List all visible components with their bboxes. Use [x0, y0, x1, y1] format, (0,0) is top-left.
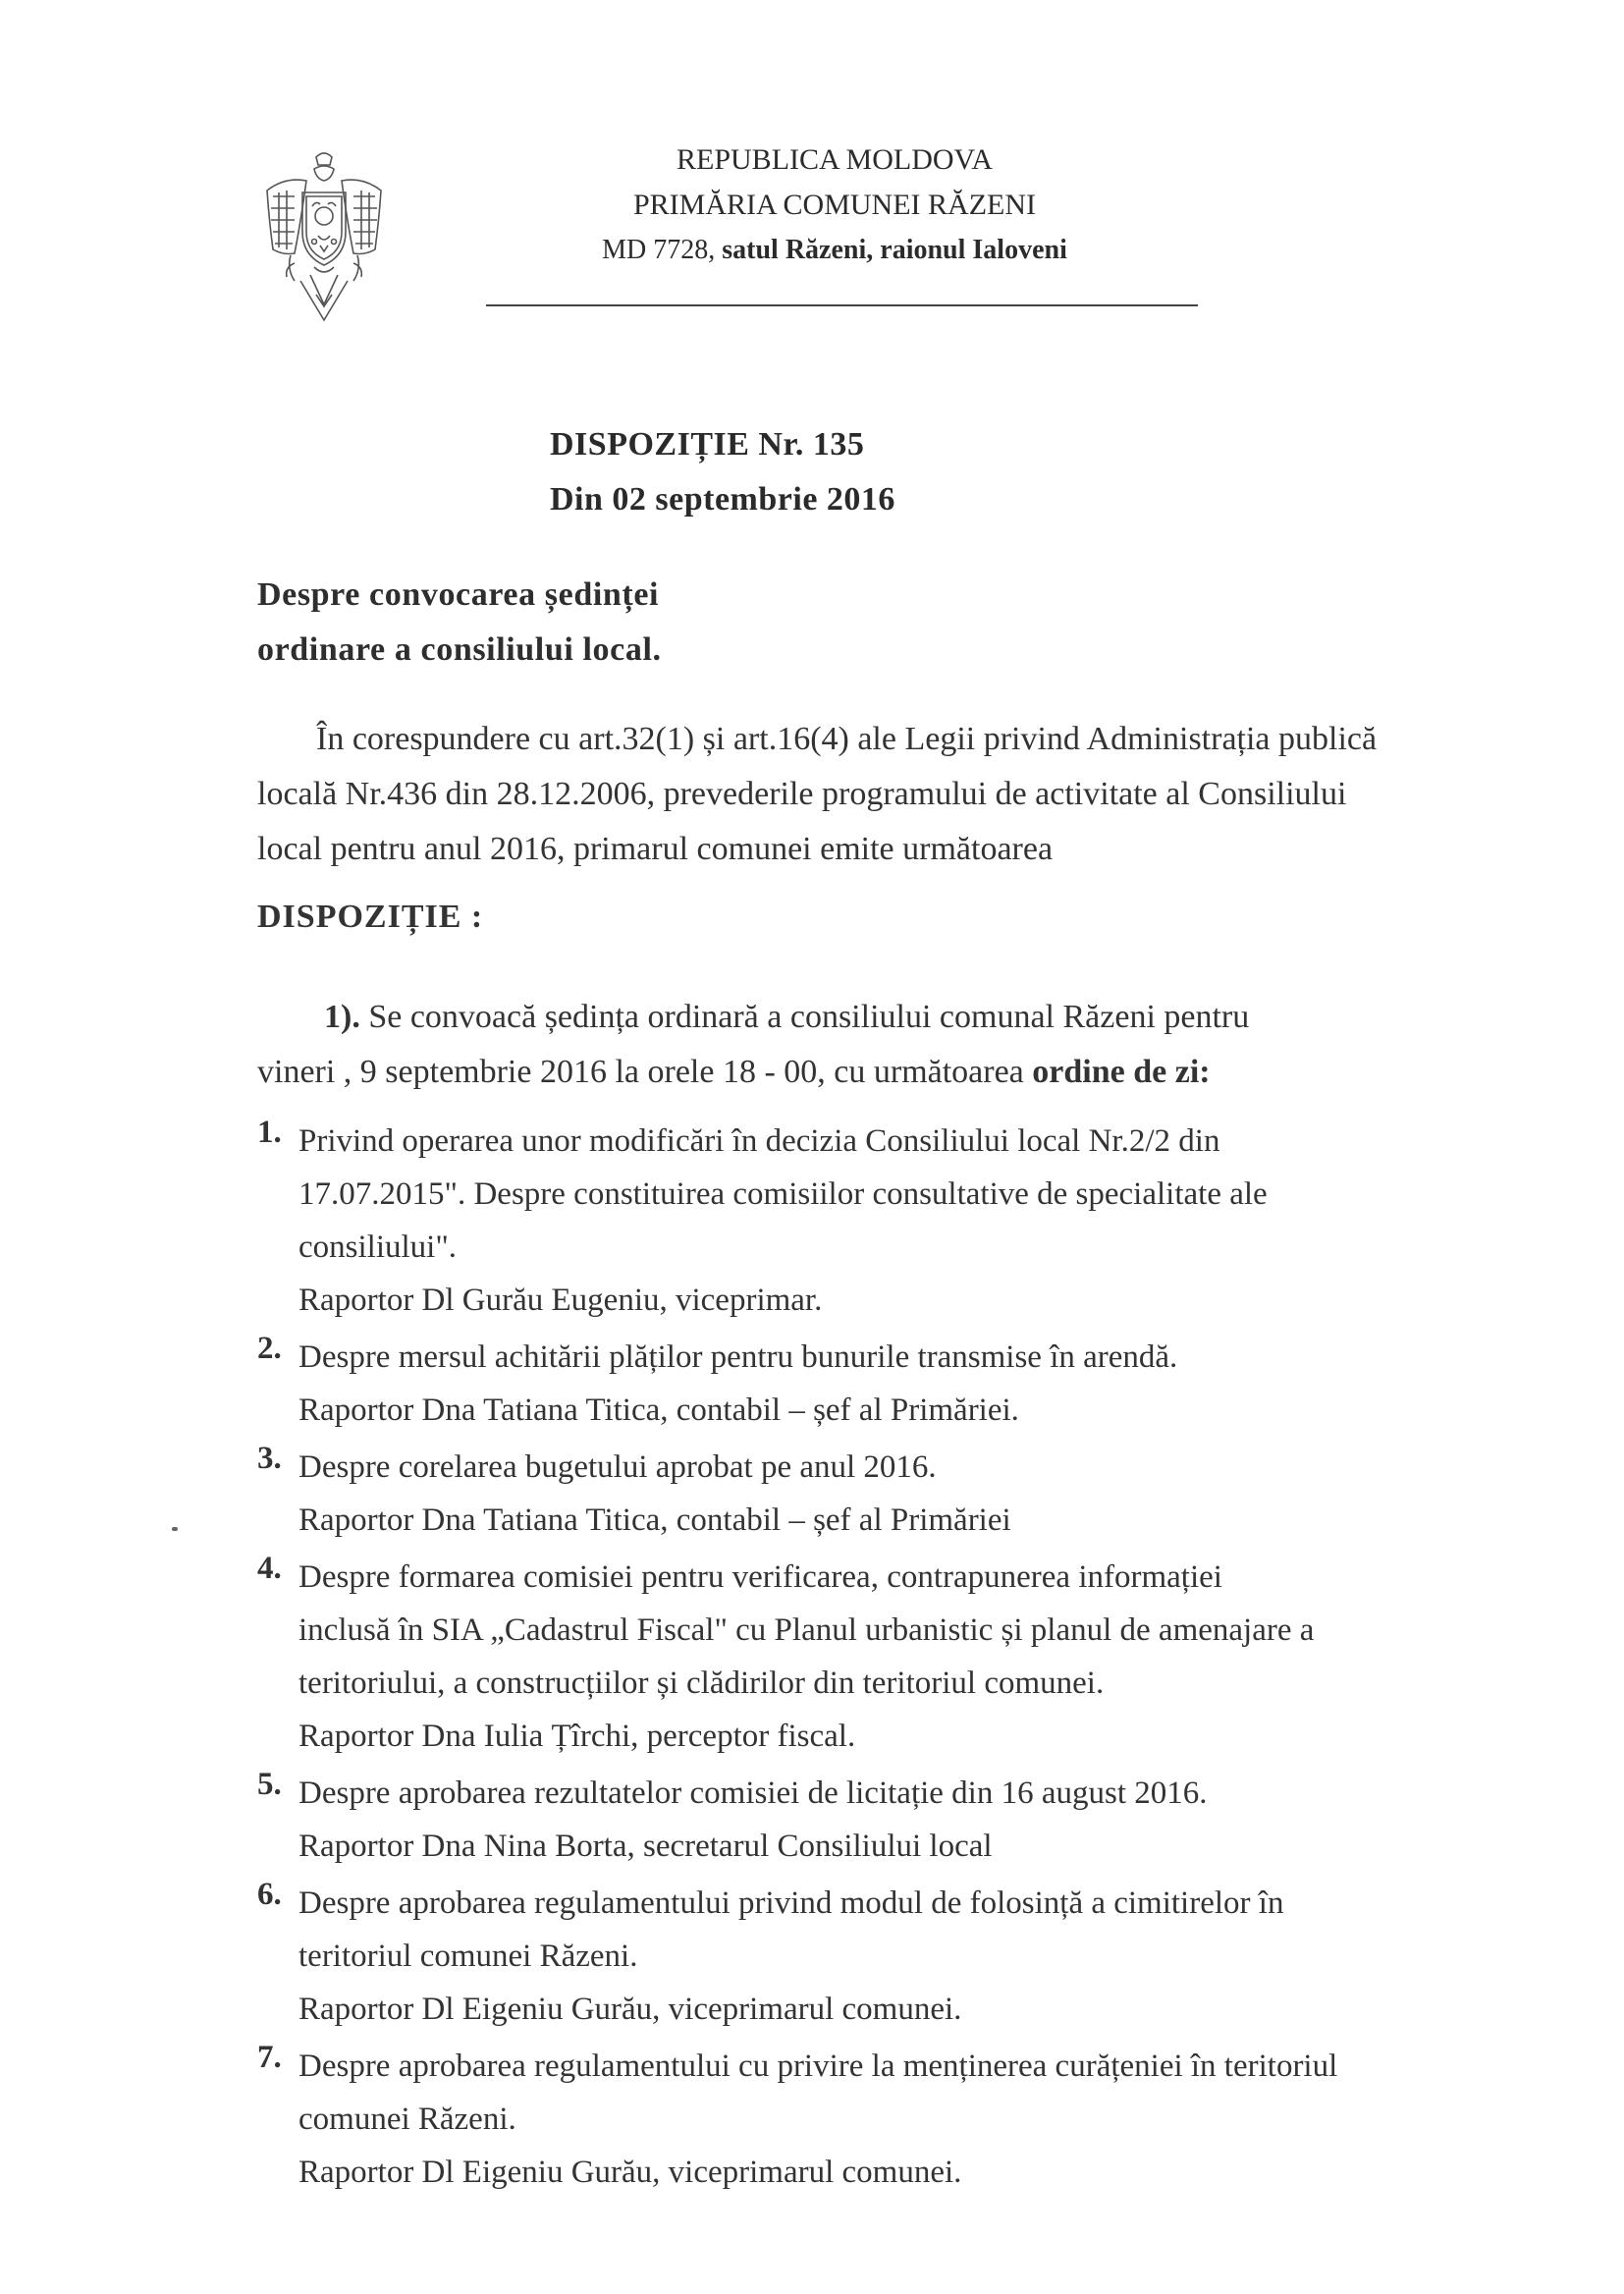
agenda-item-text: Despre aprobarea rezultatelor comisiei de licitație din 16 august 2016.: [298, 1775, 1208, 1811]
agenda-item: [257, 2040, 1337, 2199]
address-text: satul Răzeni, raionul Ialoveni: [715, 235, 1067, 265]
agenda-item-number: 3.: [257, 1441, 282, 1476]
agenda-label: ordine de zi:: [1032, 1054, 1211, 1090]
intro-paragraph: [257, 712, 1543, 877]
agenda-item-number: 7.: [257, 2040, 282, 2075]
agenda-item-rapporteur: Raportor Dna Tatiana Titica, contabil – șef al Primăriei: [298, 1502, 1011, 1538]
agenda-item-number: 5.: [257, 1767, 282, 1802]
header-divider: [486, 304, 1198, 306]
agenda-item-text: consiliului".: [298, 1229, 458, 1265]
institution-address: [481, 228, 1188, 273]
agenda-item-number: 4.: [257, 1551, 282, 1586]
intro-line-1: În corespundere cu art.32(1) și art.16(4) ale Legii privind Administrația publică: [316, 721, 1378, 757]
agenda-item-rapporteur: Raportor Dna Tatiana Titica, contabil – șef al Primăriei.: [298, 1393, 1019, 1428]
agenda-item: [257, 1551, 1314, 1763]
point-1-line-2: vineri , 9 septembrie 2016 la orele 18 - 00, cu următoarea: [257, 1054, 1033, 1090]
country-name: REPUBLICA MOLDOVA: [677, 143, 993, 176]
agenda-item: [257, 1877, 1283, 2036]
agenda-item: [257, 1767, 1208, 1873]
intro-line-2: locală Nr.436 din 28.12.2006, prevederile programului de activitate al Consiliului: [257, 776, 1347, 812]
agenda-item-number: 2.: [257, 1331, 282, 1366]
agenda-item: [257, 1331, 1177, 1437]
agenda-item-text: teritoriului, a construcțiilor și clădirilor din teritoriul comunei.: [298, 1666, 1105, 1701]
agenda-item-rapporteur: Raportor Dna Nina Borta, secretarul Consiliului local: [298, 1829, 993, 1864]
document-title: [550, 417, 895, 527]
agenda-item-text: Despre aprobarea regulamentului privind modul de folosință a cimitirelor în: [298, 1885, 1284, 1921]
disposition-date: Din 02 septembrie 2016: [550, 481, 895, 518]
agenda-item-text: Privind operarea unor modificări în decizia Consiliului local Nr.2/2 din: [298, 1123, 1220, 1159]
agenda-item-text: inclusă în SIA „Cadastrul Fiscal" cu Planul urbanistic și planul de amenajare a: [298, 1612, 1315, 1648]
agenda-item-text: Despre aprobarea regulamentului cu privire la menținerea curățeniei în teritoriul: [298, 2048, 1338, 2084]
agenda-item: [257, 1115, 1268, 1327]
subject-line-1: Despre convocarea ședinței: [257, 576, 660, 613]
agenda-item-number: 1.: [257, 1115, 282, 1150]
agenda-item-number: 6.: [257, 1877, 282, 1912]
agenda-item: [257, 1441, 1011, 1547]
agenda-item-text: Despre mersul achitării plăților pentru bunurile transmise în arendă.: [298, 1339, 1178, 1375]
institution-header: [481, 137, 1188, 273]
agenda-item-rapporteur: Raportor Dl Gurău Eugeniu, viceprimar.: [298, 1283, 823, 1318]
subject-line-2: ordinare a consiliului local.: [257, 631, 662, 668]
document-subject: [257, 568, 662, 678]
postal-code: MD 7728,: [602, 235, 716, 265]
agenda-item-text: comunei Răzeni.: [298, 2102, 516, 2137]
point-1-number: 1).: [324, 999, 360, 1035]
agenda-item-rapporteur: Raportor Dna Iulia Țîrchi, perceptor fiscal.: [298, 1719, 856, 1754]
institution-name: PRIMĂRIA COMUNEI RĂZENI: [632, 189, 1036, 221]
disposition-heading: DISPOZIȚIE :: [257, 899, 484, 935]
coat-of-arms-icon: [255, 147, 393, 329]
point-1: [257, 990, 1543, 1100]
agenda-item-text: Despre corelarea bugetului aprobat pe anul 2016.: [298, 1449, 937, 1485]
intro-line-3: local pentru anul 2016, primarul comunei emite următoarea: [257, 831, 1054, 867]
point-1-line-1: Se convoacă ședința ordinară a consiliului comunal Răzeni pentru: [359, 999, 1250, 1035]
agenda-item-text: Despre formarea comisiei pentru verificarea, contrapunerea informației: [298, 1559, 1222, 1595]
agenda-item-rapporteur: Raportor Dl Eigeniu Gurău, viceprimarul comunei.: [298, 1992, 962, 2027]
disposition-number: DISPOZIȚIE Nr. 135: [550, 426, 865, 463]
agenda-item-text: 17.07.2015". Despre constituirea comisiilor consultative de specialitate ale: [298, 1176, 1268, 1212]
agenda-item-rapporteur: Raportor Dl Eigeniu Gurău, viceprimarul comunei.: [298, 2155, 962, 2190]
scan-speck: [172, 1527, 178, 1531]
agenda-item-text: teritoriul comunei Răzeni.: [298, 1939, 638, 1974]
